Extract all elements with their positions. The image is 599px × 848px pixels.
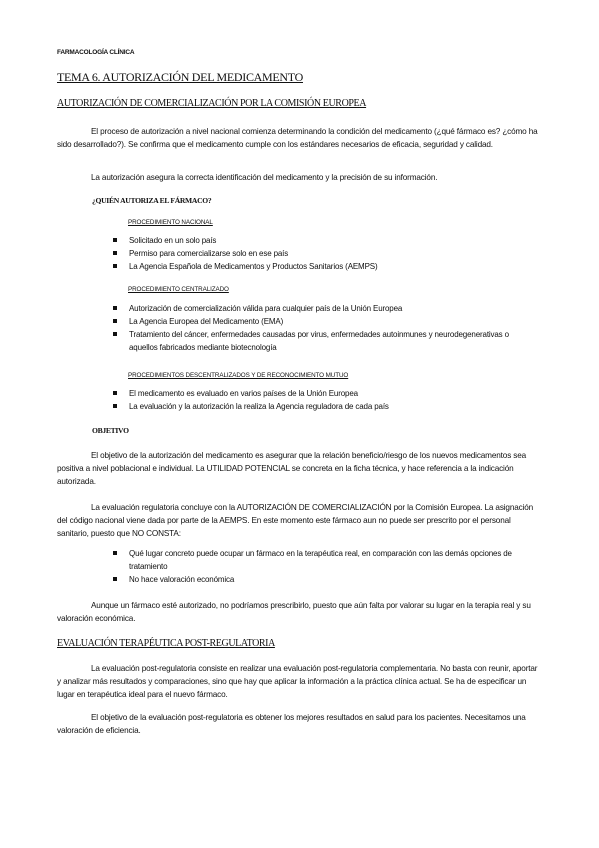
list-procedimientos-descentralizados bbox=[113, 387, 533, 413]
list-item: La Agencia Europea del Medicamento (EMA) bbox=[113, 315, 533, 328]
paragraph-proceso: El proceso de autorización a nivel nacional comienza determinando la condición del medicamento (¿qué fármaco es? ¿cómo ha sido desarrollado?). Se confirma que el medicamento cumple con los estándares necesarios de eficacia, seguridad y calidad. bbox=[57, 127, 538, 149]
list-item: Solicitado en un solo país bbox=[113, 234, 533, 247]
bullet-icon bbox=[113, 264, 117, 268]
paragraph-objetivo-post-regulatoria: El objetivo de la evaluación post-regulatoria es obtener los mejores resultados en salud para los pacientes. Necesitamos una valoración de eficiencia. bbox=[57, 713, 526, 735]
list-item: Permiso para comercializarse solo en ese país bbox=[113, 247, 533, 260]
subheading-quien-autoriza: ¿QUIÉN AUTORIZA EL FÁRMACO? bbox=[92, 196, 212, 205]
list-item: La evaluación y la autorización la realiza la Agencia reguladora de cada país bbox=[113, 400, 533, 413]
list-item: Autorización de comercialización válida para cualquier país de la Unión Europea bbox=[113, 302, 533, 315]
bullet-icon bbox=[113, 319, 117, 323]
bullet-icon bbox=[113, 251, 117, 255]
section-heading-autorizacion: AUTORIZACIÓN DE COMERCIALIZACIÓN POR LA COMISIÓN EUROPEA bbox=[57, 98, 367, 109]
list-item: El medicamento es evaluado en varios países de la Unión Europea bbox=[113, 387, 533, 400]
list-item: La Agencia Española de Medicamentos y Productos Sanitarios (AEMPS) bbox=[113, 260, 533, 273]
list-item: No hace valoración económica bbox=[113, 573, 533, 586]
paragraph-asegura: La autorización asegura la correcta identificación del medicamento y la precisión de su información. bbox=[91, 173, 438, 182]
list-procedimiento-centralizado bbox=[113, 302, 533, 354]
bullet-icon bbox=[113, 577, 117, 581]
list-item: Tratamiento del cáncer, enfermedades causadas por virus, enfermedades autoinmunes y neurodegenerativas o aquellos fabricados mediante biotecnología bbox=[113, 328, 533, 354]
subheading-procedimientos-descentralizados: PROCEDIMIENTOS DESCENTRALIZADOS Y DE RECONOCIMIENTO MUTUO bbox=[128, 372, 349, 379]
paragraph-aunque: Aunque un fármaco esté autorizado, no podríamos prescribirlo, puesto que aún falta por valorar su lugar en la terapia real y su valoración económica. bbox=[57, 601, 531, 623]
paragraph-objetivo: El objetivo de la autorización del medicamento es asegurar que la relación beneficio/riesgo de los nuevos medicamentos sea positiva a nivel poblacional e individual. La UTILIDAD POTENCIAL se concreta en la ficha técnica, y hace referencia a la indicación autorizada. bbox=[57, 451, 527, 486]
bullet-icon bbox=[113, 238, 117, 242]
paragraph-post-regulatoria: La evaluación post-regulatoria consiste en realizar una evaluación post-regulatoria complementaria. No basta con reunir, aportar y analizar más resultados y comparaciones, sino que hay que aplicar la información a la práctica clínica actual. Se ha de especificar un lugar en terapéutica ideal para el nuevo fármaco. bbox=[57, 664, 538, 699]
list-item: Qué lugar concreto puede ocupar un fármaco en la terapéutica real, en comparación con las demás opciones de tratamiento bbox=[113, 547, 533, 573]
bullet-icon bbox=[113, 306, 117, 310]
bullet-icon bbox=[113, 391, 117, 395]
chapter-title: TEMA 6. AUTORIZACIÓN DEL MEDICAMENTO bbox=[57, 70, 303, 84]
subheading-procedimiento-centralizado: PROCEDIMIENTO CENTRALIZADO bbox=[128, 286, 229, 293]
paragraph-evaluacion-regulatoria: La evaluación regulatoria concluye con la AUTORIZACIÓN DE COMERCIALIZACIÓN por la Comisión Europea. La asignación del código nacional viene dada por parte de la AEMPS. En este momento este fármaco aun no puede ser prescrito por el personal sanitario, puesto que NO CONSTA: bbox=[57, 503, 534, 538]
bullet-icon bbox=[113, 551, 117, 555]
section-heading-evaluacion-post-regulatoria: EVALUACIÓN TERAPÉUTICA POST-REGULATORIA bbox=[57, 638, 275, 649]
bullet-icon bbox=[113, 332, 117, 336]
subheading-objetivo: OBJETIVO bbox=[92, 426, 129, 435]
running-header: FARMACOLOGÍA CLÍNICA bbox=[57, 49, 135, 56]
bullet-icon bbox=[113, 404, 117, 408]
list-procedimiento-nacional bbox=[113, 234, 533, 273]
list-no-consta bbox=[113, 547, 533, 586]
subheading-procedimiento-nacional: PROCEDIMIENTO NACIONAL bbox=[128, 219, 213, 226]
